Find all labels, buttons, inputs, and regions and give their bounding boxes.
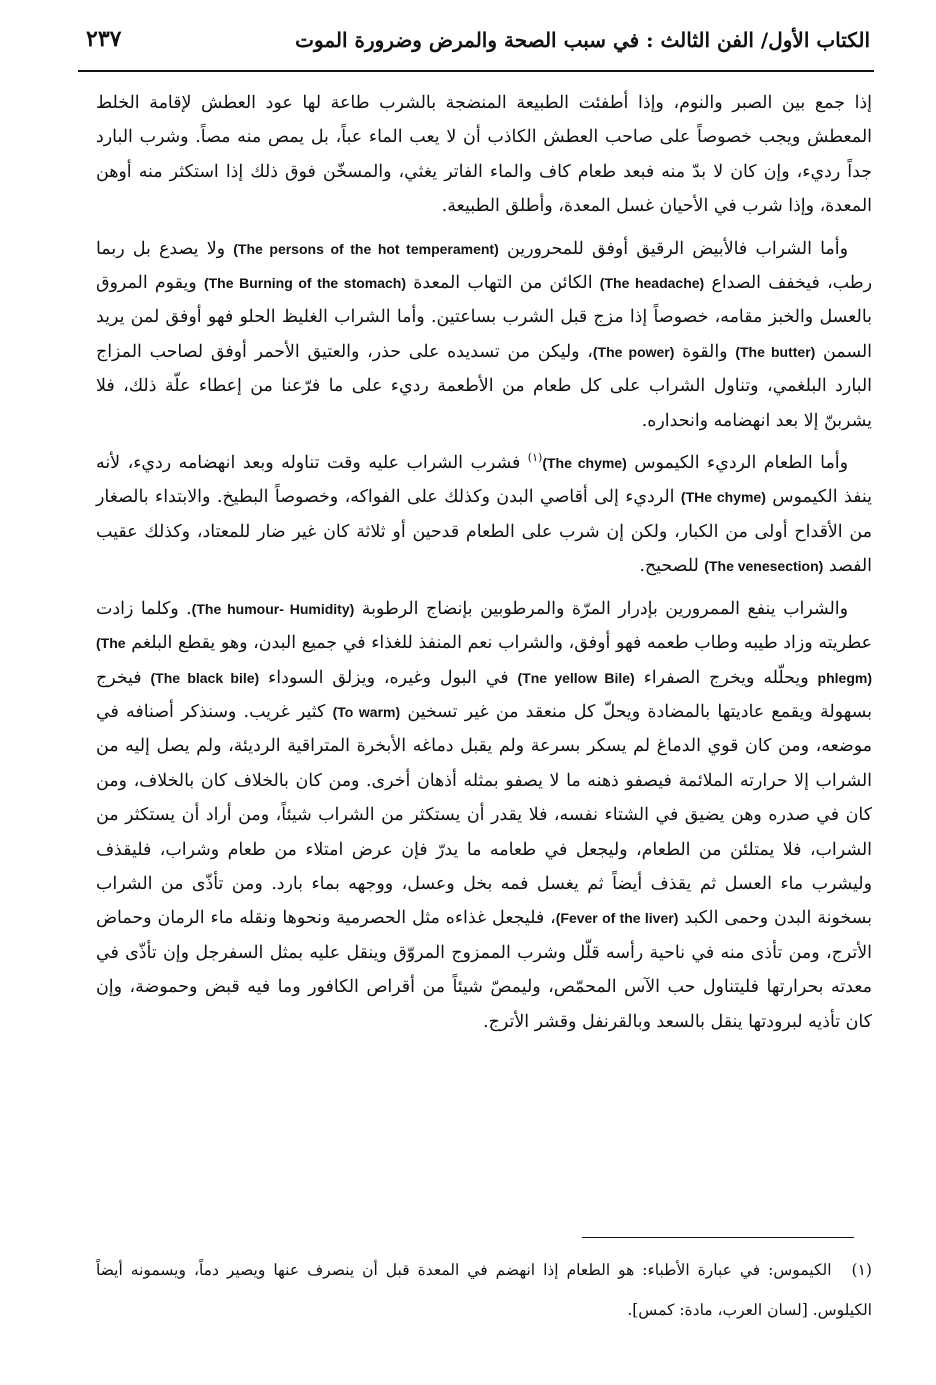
arabic-text: كثير غريب. وسنذكر أصنافه في موضعه، ومن كان قوي الدماغ لم يسكر بسرعة ولم يقبل دماغه الأبخرة المتراقية الرديئة، ولم يصل إليه من الشراب إلا حرارته الملائمة فيصفو ذهنه ما لا يصفو بمثله أذهان أخرى. ومن كان بالخلاف كان بالخلاف، ومن كان في صدره وهن يضيق في الشتاء نفسه، فلا يقدر أن يستكثر من الشراب شيئاً، ومن أراد أن يستكثر من الشراب، فلا يمتلئن من الطعام، وليجعل في طعامه ما يدرّ فإن عرض امتلاء من طعام وشراب، فليقذف وليشرب ماء العسل ثم يقذف أيضاً ثم يغسل فمه بخل وعسل، ووجهه بماء بارد. ومن تأذّى من الشراب بسخونة البدن وحمى الكبد — [96, 701, 873, 929]
running-head — [78, 22, 870, 62]
english-gloss: (The Burning of the stomach) — [203, 275, 407, 292]
english-gloss: (The chyme) — [542, 455, 627, 472]
arabic-text: والقوة — [674, 341, 736, 362]
english-gloss: (The persons of the hot temperament) — [233, 240, 499, 257]
footnote-number: (١) — [851, 1261, 872, 1279]
arabic-text: ، وليكن من تسديده على حذر، والعتيق الأحمر أوفق لصاحب المزاج البارد البلغمي، وتناول الشراب على كل طعام من الأطعمة رديء على ما فرّعنا من إعطاء علّة ذلك، فلا يشربنّ إلا بعد انهضامه وانحداره. — [96, 341, 872, 431]
arabic-text: فشرب الشراب عليه وقت تناوله وبعد انهضامه رديء، لأنه ينفذ الكيموس — [96, 453, 872, 508]
arabic-text: الكائن من التهاب المعدة — [406, 273, 600, 294]
english-gloss: (The phlegm) — [96, 635, 872, 686]
paragraph — [96, 86, 872, 224]
footnote-reference: (١) — [527, 451, 543, 465]
arabic-text: إذا جمع بين الصبر والنوم، وإذا أطفئت الطبيعة المنضجة بالشرب طاعة لها عود العطش لإقامة الخلط المعطش ويجب خصوصاً على صاحب العطش الكاذب أن لا يعب الماء عباً، بل يمص منه مصاً. وشرب البارد جداً رديء، وإن كان لا بدّ منه فبعد طعام كاف والماء الفاتر يغثي، والمسخّن فوق ذلك إذا استكثر منه أوهن المعدة، وإذا شرب في الأحيان غسل المعدة، وأطلق الطبيعة. — [96, 93, 872, 217]
header-rule — [78, 70, 874, 72]
arabic-text: فيخرج بسهولة ويقمع عاديتها بالمضادة ويحلّ كل منعقد من غير تسخين — [96, 667, 872, 722]
english-gloss: (The black bile) — [150, 669, 260, 686]
arabic-text: والشراب ينفع الممرورين بإدرار المرّة والمرطوبين بإنضاج الرطوبة — [354, 598, 848, 619]
paragraph — [96, 232, 872, 438]
running-title: الكتاب الأول/ الفن الثالث : في سبب الصحة والمرض وضرورة الموت — [295, 28, 870, 52]
english-gloss: (The power) — [592, 343, 675, 360]
main-text — [96, 86, 872, 1047]
footnote-separator — [582, 1237, 854, 1238]
arabic-text: ويقوم المروق بالعسل والخبز مقامه، خصوصاً إذا مزج قبل الشرب بساعتين. وأما الشراب الغليظ الحلو فهو أوفق لمن يريد السمن — [96, 273, 872, 362]
arabic-text: وأما الشراب فالأبيض الرقيق أوفق للمحرورين — [498, 238, 848, 259]
arabic-text: . وكلما زادت عطريته وزاد طيبه وطاب طعمه فهو أوفق، والشراب نعم المنفذ للغذاء في جميع البدن، وهو يقطع البلغم — [96, 598, 872, 654]
arabic-text: وأما الطعام الرديء الكيموس — [626, 453, 848, 474]
arabic-text: الرديء إلى أقاصي البدن وكذلك على الفواكه، وخصوصاً البطيخ. والابتداء بالصغار من الأقداح أولى من الكبار، ولكن إن شرب على الطعام قدحين أو ثلاثة كان غير ضار للمعتاد، وكذلك عقيب الفصد — [96, 487, 872, 577]
arabic-text: للصحيح. — [639, 556, 705, 577]
footnote — [96, 1250, 872, 1330]
arabic-text: ويحلّله ويخرج الصفراء — [634, 667, 818, 688]
english-gloss: (To warm) — [332, 703, 401, 720]
footnote-text: الكيموس: في عبارة الأطباء: هو الطعام إذا انهضم في المعدة قبل أن ينصرف عنها ويصير دماً، ويسمونه أيضاً الكيلوس. [لسان العرب، مادة: كمس]. — [96, 1261, 872, 1319]
english-gloss: (Fever of the liver) — [555, 910, 679, 927]
english-gloss: (THe chyme) — [680, 489, 766, 506]
english-gloss: (The butter) — [735, 343, 816, 360]
english-gloss: (The headache) — [599, 275, 705, 292]
paragraph — [96, 592, 872, 1039]
paragraph — [96, 446, 872, 584]
arabic-text: ولا يصدع بل ربما رطب، فيخفف الصداع — [96, 238, 872, 294]
arabic-text: ، فليجعل غذاءه مثل الحصرمية ونحوها ونقله ماء الرمان وحماض الأترج، ومن تأذى منه في ناحية رأسه قلّل وشرب الممزوج المروّق وينقل عليه بمثل السفرجل وإن تأذّى في معدته بحرارتها فليتناول حب الآس المحمّص، وليمصّ شيئاً من أقراص الكافور وما فيه قبض وحموضة، وإن كان تأذيه لبرودتها ينقل بالسعد وبالقرنفل وقشر الأترج. — [96, 908, 872, 1032]
english-gloss: (The venesection) — [704, 558, 824, 575]
page-number: ٢٣٧ — [86, 26, 122, 52]
english-gloss: (The humour- Humidity) — [191, 600, 355, 617]
english-gloss: (Tne yellow Bile) — [517, 669, 635, 686]
arabic-text: في البول وغيره، ويزلق السوداء — [259, 667, 518, 688]
